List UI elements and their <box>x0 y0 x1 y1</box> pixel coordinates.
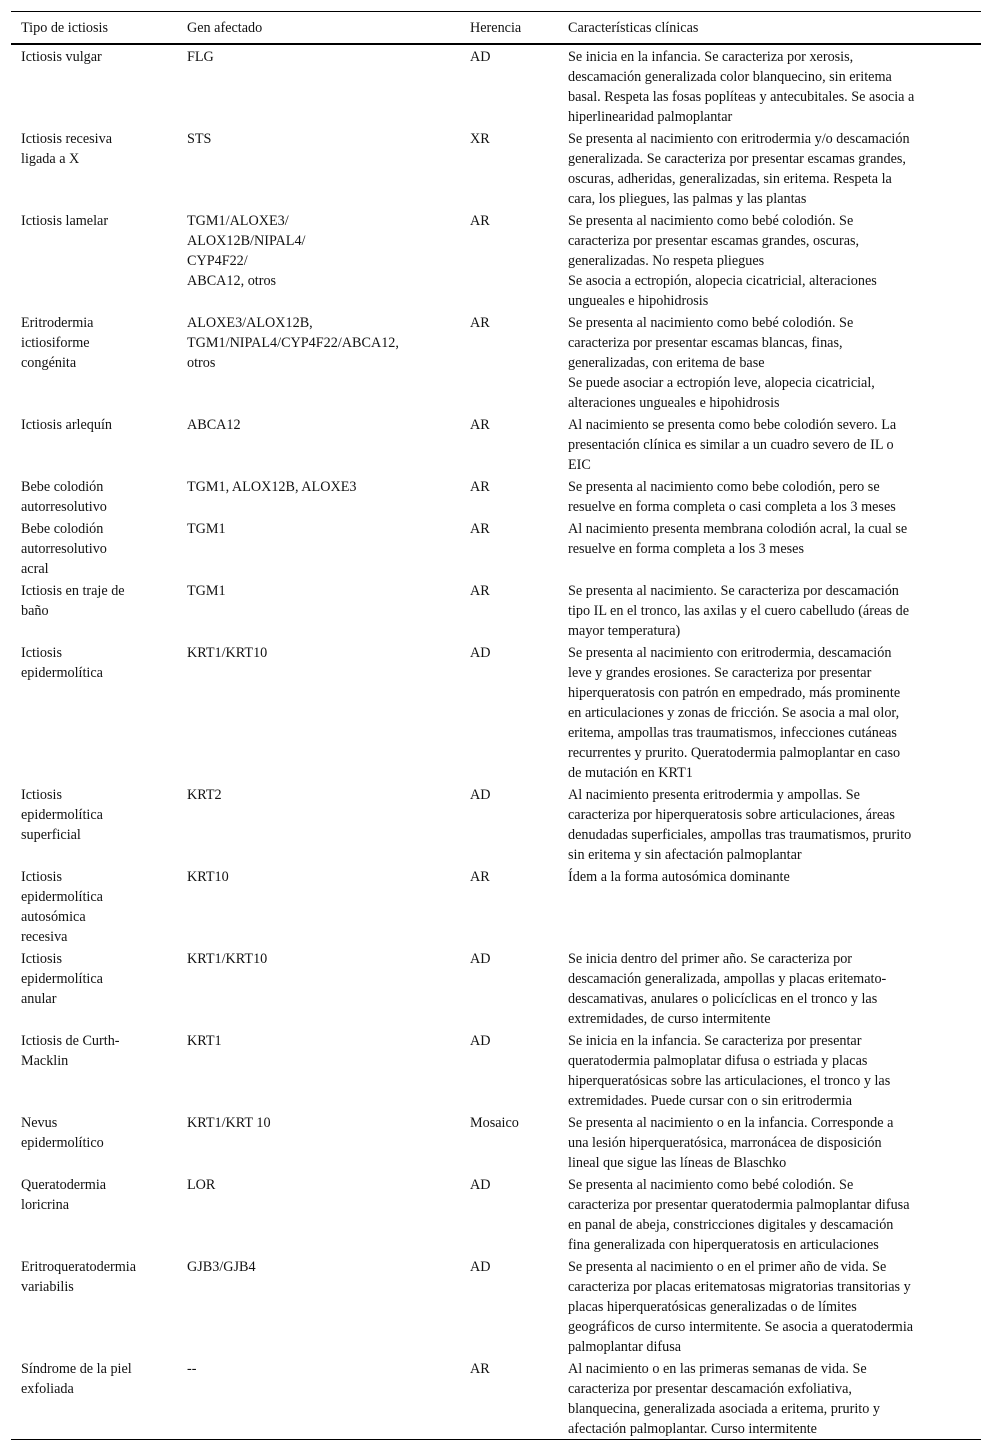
cell-gen: TGM1 <box>187 583 226 599</box>
cell-tipo: Ictiosis de Curth- Macklin <box>21 1033 120 1069</box>
table-row <box>11 641 981 783</box>
table-row <box>11 127 981 209</box>
cell-herencia: AR <box>470 213 490 229</box>
table-row <box>11 413 981 475</box>
cell-herencia: Mosaico <box>470 1115 519 1131</box>
cell-caracteristicas: Se presenta al nacimiento como bebé colodión. Se caracteriza por presentar escamas grandes, oscuras, generalizadas. No respeta pliegues Se asocia a ectropión, alopecia cicatricial, alteraciones ungueales e hipohidrosis <box>568 213 877 309</box>
cell-caracteristicas: Se inicia en la infancia. Se caracteriza por xerosis, descamación generalizada color blanquecino, sin eritema basal. Respeta las fosas poplíteas y antecubitales. Se asocia a hiperlinearidad palmoplantar <box>568 49 915 125</box>
table-row <box>11 311 981 413</box>
cell-herencia: AR <box>470 869 490 885</box>
cell-gen: STS <box>187 131 212 147</box>
cell-gen: TGM1 <box>187 521 226 537</box>
cell-herencia: AD <box>470 1033 491 1049</box>
cell-caracteristicas: Al nacimiento presenta eritrodermia y ampollas. Se caracteriza por hiperqueratosis sobre articulaciones, áreas denudadas superficiales, ampollas tras traumatismos, prurito sin eritema y sin afectación palmoplantar <box>568 787 912 863</box>
cell-caracteristicas: Se inicia dentro del primer año. Se caracteriza por descamación generalizada, ampollas y placas eritemato- descamativas, anulares o policíclicas en el tronco y las extremidades, de curso intermitente <box>568 951 887 1027</box>
table-row <box>11 865 981 947</box>
cell-tipo: Eritroqueratodermia variabilis <box>21 1259 137 1295</box>
header-gen: Gen afectado <box>187 20 263 36</box>
cell-tipo: Ictiosis lamelar <box>21 213 109 229</box>
cell-gen: TGM1, ALOX12B, ALOXE3 <box>187 479 357 495</box>
cell-herencia: AR <box>470 315 490 331</box>
cell-tipo: Bebe colodión autorresolutivo <box>21 479 107 515</box>
cell-caracteristicas: Se presenta al nacimiento con eritrodermia, descamación leve y grandes erosiones. Se caracteriza por presentar hiperqueratosis con patrón en empedrado, más prominente en articulaciones y zonas de fricción. Se asocia a mal olor, eritema, ampollas tras traumatismos, infecciones cutáneas recurrentes y prurito. Queratodermia palmoplantar en caso de mutación en KRT1 <box>568 645 901 781</box>
cell-tipo: Ictiosis en traje de baño <box>21 583 125 619</box>
cell-caracteristicas: Se presenta al nacimiento con eritrodermia y/o descamación generalizada. Se caracteriza por presentar escamas grandes, oscuras, adheridas, generalizadas, sin eritema. Respeta la cara, los pliegues, las palmas y las plantas <box>568 131 910 207</box>
cell-gen: KRT1/KRT 10 <box>187 1115 271 1131</box>
cell-tipo: Síndrome de la piel exfoliada <box>21 1361 132 1397</box>
table-header <box>11 11 981 45</box>
cell-herencia: AR <box>470 417 490 433</box>
cell-gen: KRT1 <box>187 1033 222 1049</box>
cell-caracteristicas: Se presenta al nacimiento como bebé colodión. Se caracteriza por presentar escamas blancas, finas, generalizadas, con eritema de base Se puede asociar a ectropión leve, alopecia cicatricial, alteraciones ungueales e hipohidrosis <box>568 315 875 411</box>
cell-herencia: AD <box>470 951 491 967</box>
cell-caracteristicas: Se inicia en la infancia. Se caracteriza por presentar queratodermia palmoplatar difusa o estriada y placas hiperqueratósicas sobre las articulaciones, el tronco y las extremidades. Puede cursar con o sin eritrodermia <box>568 1033 891 1109</box>
cell-caracteristicas: Ídem a la forma autosómica dominante <box>568 869 790 885</box>
table-row <box>11 947 981 1029</box>
cell-tipo: Nevus epidermolítico <box>21 1115 104 1151</box>
cell-caracteristicas: Al nacimiento presenta membrana colodión acral, la cual se resuelve en forma completa a los 3 meses <box>568 521 908 557</box>
cell-gen: FLG <box>187 49 214 65</box>
cell-tipo: Bebe colodión autorresolutivo acral <box>21 521 107 577</box>
cell-gen: GJB3/GJB4 <box>187 1259 256 1275</box>
cell-gen: KRT1/KRT10 <box>187 645 268 661</box>
table-body <box>11 45 981 1439</box>
cell-tipo: Ictiosis epidermolítica superficial <box>21 787 103 843</box>
cell-herencia: AD <box>470 645 491 661</box>
cell-gen: KRT10 <box>187 869 229 885</box>
cell-gen: TGM1/ALOXE3/ ALOX12B/NIPAL4/ CYP4F22/ ABCA12, otros <box>187 213 306 289</box>
table-row <box>11 783 981 865</box>
table-row <box>11 209 981 311</box>
table-row <box>11 517 981 579</box>
table-row <box>11 1111 981 1173</box>
cell-herencia: AD <box>470 1177 491 1193</box>
cell-tipo: Ictiosis arlequín <box>21 417 113 433</box>
cell-tipo: Ictiosis recesiva ligada a X <box>21 131 112 167</box>
cell-caracteristicas: Se presenta al nacimiento o en la infancia. Corresponde a una lesión hiperqueratósica, marronácea de disposición lineal que sigue las líneas de Blaschko <box>568 1115 894 1171</box>
cell-tipo: Ictiosis vulgar <box>21 49 102 65</box>
cell-herencia: AR <box>470 1361 490 1377</box>
table-bottom-rule <box>11 1439 981 1440</box>
cell-caracteristicas: Al nacimiento se presenta como bebe colodión severo. La presentación clínica es similar a un cuadro severo de IL o EIC <box>568 417 897 473</box>
header-herencia: Herencia <box>470 20 522 36</box>
ichthyosis-table <box>11 11 981 1440</box>
table-row <box>11 475 981 517</box>
header-caracteristicas: Características clínicas <box>568 20 699 36</box>
cell-gen: KRT1/KRT10 <box>187 951 268 967</box>
cell-caracteristicas: Se presenta al nacimiento. Se caracteriza por descamación tipo IL en el tronco, las axilas y el cuero cabelludo (áreas de mayor temperatura) <box>568 583 910 639</box>
table-row <box>11 1255 981 1357</box>
cell-herencia: AD <box>470 787 491 803</box>
cell-tipo: Ictiosis epidermolítica anular <box>21 951 103 1007</box>
table-row <box>11 1173 981 1255</box>
cell-gen: KRT2 <box>187 787 222 803</box>
cell-caracteristicas: Se presenta al nacimiento como bebe colodión, pero se resuelve en forma completa o casi completa a los 3 meses <box>568 479 896 515</box>
cell-tipo: Queratodermia loricrina <box>21 1177 107 1213</box>
cell-herencia: AR <box>470 583 490 599</box>
cell-gen: ABCA12 <box>187 417 241 433</box>
cell-herencia: AD <box>470 1259 491 1275</box>
cell-tipo: Ictiosis epidermolítica autosómica recesiva <box>21 869 103 945</box>
table-row <box>11 1029 981 1111</box>
table-row <box>11 579 981 641</box>
cell-caracteristicas: Se presenta al nacimiento como bebé colodión. Se caracteriza por presentar queratodermia palmoplantar difusa en panal de abeja, constricciones digitales y descamación fina generalizada con hiperqueratosis en articulaciones <box>568 1177 910 1253</box>
cell-caracteristicas: Se presenta al nacimiento o en el primer año de vida. Se caracteriza por placas eritematosas migratorias transitorias y placas hiperqueratósicas generalizadas o de límites geográficos de curso intermitente. Se asocia a queratodermia palmoplantar difusa <box>568 1259 914 1355</box>
table-row <box>11 1357 981 1439</box>
cell-tipo: Eritrodermia ictiosiforme congénita <box>21 315 94 371</box>
cell-gen: -- <box>187 1361 197 1377</box>
table-row <box>11 45 981 127</box>
cell-gen: LOR <box>187 1177 216 1193</box>
cell-herencia: AR <box>470 521 490 537</box>
cell-tipo: Ictiosis epidermolítica <box>21 645 103 681</box>
header-tipo: Tipo de ictiosis <box>21 20 108 36</box>
cell-gen: ALOXE3/ALOX12B, TGM1/NIPAL4/CYP4F22/ABCA12, otros <box>187 315 399 371</box>
cell-herencia: AD <box>470 49 491 65</box>
cell-herencia: AR <box>470 479 490 495</box>
cell-caracteristicas: Al nacimiento o en las primeras semanas de vida. Se caracteriza por presentar descamación exfoliativa, blanquecina, generalizada asociada a eritema, prurito y afectación palmoplantar. Curso intermitente <box>568 1361 880 1437</box>
cell-herencia: XR <box>470 131 490 147</box>
